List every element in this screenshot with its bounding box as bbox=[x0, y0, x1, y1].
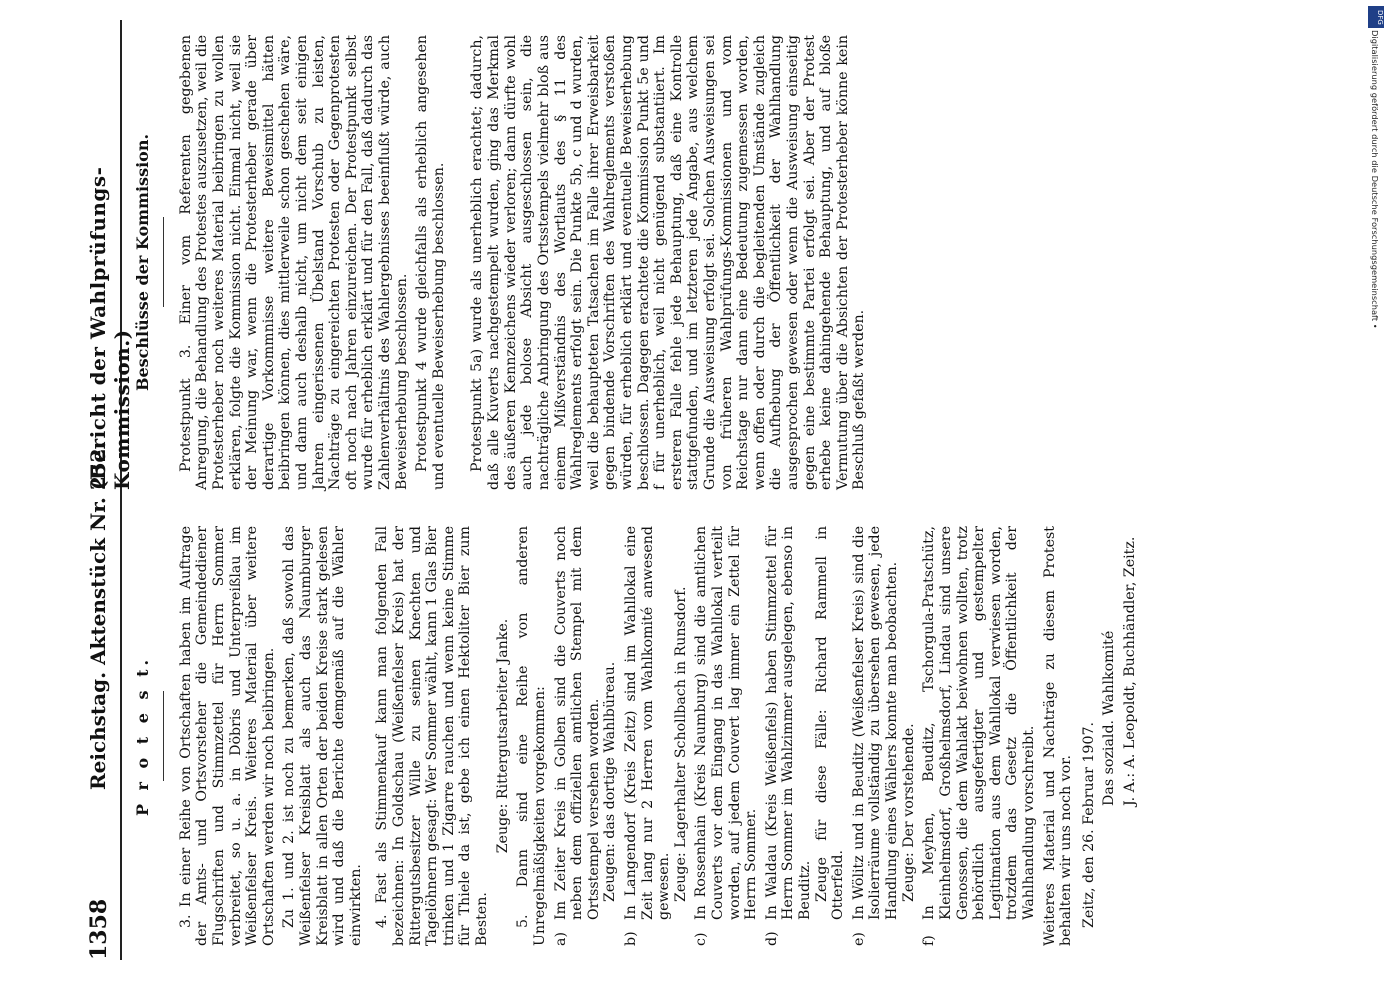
decision-point-3: Protestpunkt 3. Einer vom Referenten gegebenen Anregung, die Behandlung des Protestes auszusetzen, weil die Protesterheber noch weiteres Material beibringen zu wollen erklären, folgte die Kommission nicht. Einmal nicht, weil sie der Meinung war, wenn die Protesterheber gerade über derartige Vorkommnisse weitere Beweismittel hätten beibringen können, dies mittlerweile schon geschehen wäre, und dann auch deshalb nicht, um nicht dem seit einigen Jahren eingerissenen Übelstand Vorschub zu leisten, Nachträge zu eingereichten Protesten oder Gegenprotesten oft noch nach Jahren einzureichen. Der Protestpunkt selbst wurde für erheblich erklärt und für den Fall, daß dadurch das Zahlenverhältnis des Wahlergebnisses beeinflußt würde, auch Beweiserhebung beschlossen. bbox=[177, 35, 410, 490]
protest-point-3-note: Zu 1. und 2. ist noch zu bemerken, daß sowohl das Weißenfelser Kreisblatt als auch das Naumburger Kreisblatt in allen Orten der beiden Kreise stark gelesen wird und daß die Berichte demgemäß auf die Wähler einwirkten. bbox=[281, 526, 364, 946]
document-page bbox=[30, 20, 1370, 960]
item-witness: Zeugen: das dortige Wahlbüreau. bbox=[602, 661, 619, 902]
item-text bbox=[693, 526, 759, 920]
item-label: c) bbox=[693, 932, 710, 946]
item-body: In Langendorf (Kreis Zeitz) sind im Wahllokal eine Zeit lang nur 2 Herren vom Wahlkomité anwesend gewesen. bbox=[622, 526, 673, 920]
item-witness: Zeuge: Lagerhalter Schollbach in Runsdorf. bbox=[672, 586, 689, 902]
item-body: Im Zeiter Kreis in Golben sind die Couverts noch neben dem offiziellen amtlichen Stempel mit dem Ortsstempel versehen worden. bbox=[552, 526, 602, 920]
protest-item bbox=[623, 526, 689, 946]
closing-text: Weiteres Material und Nachträge zu diesem Protest behalten wir uns noch vor. bbox=[1041, 526, 1075, 946]
protest-point-3: 3. In einer Reihe von Ortschaften haben im Auftrage der Amts- und Ortsvorsteher die Gemeindediener Flugschriften und Stimmzettel für Herrn Sommer verbreitet, so u. a. in Döbris und Unterpreißlau im Weißenfelser Kreis. Weiteres Material über weitere Ortschaften werden wir noch beibringen. bbox=[177, 526, 277, 946]
item-text bbox=[764, 526, 847, 920]
item-body: In Wölitz und in Beuditz (Weißenfelser Kreis) sind die Isolierräume vollständig zu übersehen gewesen, jede Handlung eines Wählers konnte man beobachten. bbox=[850, 526, 901, 920]
protest-item bbox=[693, 526, 759, 946]
left-column bbox=[130, 526, 1143, 946]
protest-point-4-witness: Zeuge: Rittergutsarbeiter Janke. bbox=[494, 618, 511, 854]
decision-point-5: Protestpunkt 5a) wurde als unerheblich erachtet; dadurch, daß alle Kuverts nachgestempelt wurden, ging das Merkmal des äußeren Kennzeichens wieder verloren; dann dürfte wohl auch jede bolose Absicht ausgeschlossen sein, die nachträgliche Anbringung des Ortsstempels vielmehr bloß aus einem Mißverständnis des Wortlauts des § 11 des Wahlreglements erfolgt sein. Die Punkte 5b, c und d wurden, weil die behaupteten Tatsachen im Falle ihrer Erweisbarkeit gegen bindende Vorschriften des Wahlreglements verstoßen würden, für erheblich erklärt und eventuelle Beweiserhebung beschlossen. Dagegen erachtete die Kommission Punkt 5e und f für unerheblich, weil nicht genügend substantiiert. Im ersteren Falle fehle jede Behauptung, daß eine Kontrolle stattgefunden, und im letzteren jede Angabe, aus welchem Grunde die Ausweisung erfolgt sei. Solchen Ausweisungen sei von früheren Wahlprüfungs-Kommissionen und vom Reichstage nur dann eine Bedeutung zugemessen worden, wenn offen oder durch die begleitenden Umstände zugleich die Aufhebung der Öffentlichkeit der Wahlhandlung ausgesprochen gewesen oder wenn die Ausweisung einseitig gegen eine bestimmte Partei erfolgt sei. Aber der Protest erhebe keine dahingehende Behauptung, und auf bloße Vermutung über die Absichten der Protesterheber könne kein Beschluß gefaßt werden. bbox=[469, 35, 868, 490]
title-rule bbox=[163, 691, 164, 781]
protest-title: P r o t e s t. bbox=[133, 655, 152, 817]
page-header bbox=[80, 20, 134, 960]
item-text bbox=[851, 526, 917, 920]
protest-point-5: 5. Dann sind eine Reihe von anderen Unregelmäßigkeiten vorgekommen: bbox=[515, 526, 548, 946]
protest-point-4: 4. Fast als Stimmenkauf kann man folgenden Fall bezeichnen: In Goldschau (Weißenfelser Kreis) hat der Rittergutsbesitzer Wille zu seinen Knechten und Tagelöhnern gesagt: Wer Sommer wählt, kann 1 Glas Bier trinken und 1 Zigarre rauchen und wenn keine Stimme für Thiele da ist, gebe ich einen Hektoliter Bier zum Besten. bbox=[374, 526, 491, 946]
header-left-title: Reichstag. Aktenstück Nr. 252. bbox=[86, 441, 110, 790]
item-body: In Waldau (Kreis Weißenfels) haben Stimmzettel für Herrn Sommer im Wahlzimmer ausgelegen, ebenso in Beuditz. bbox=[763, 526, 814, 920]
item-text bbox=[553, 526, 619, 920]
item-label: b) bbox=[622, 931, 639, 946]
decision-point-4: Protestpunkt 4 wurde gleichfalls als erheblich angesehen und eventuelle Beweiserhebung beschlossen. bbox=[414, 35, 447, 490]
protest-item bbox=[851, 526, 917, 946]
committee-name: Das soziald. Wahlkomité bbox=[1101, 630, 1118, 806]
item-label: e) bbox=[850, 932, 867, 946]
item-label: a) bbox=[552, 932, 569, 946]
digitization-note: Digitalisierung gefördert durch die Deutsche Forschungsgemeinschaft • bbox=[1370, 30, 1380, 329]
header-center-title: (Bericht der Wahlprüfungs-Kommission.) bbox=[86, 166, 134, 490]
page-number: 1358 bbox=[86, 898, 112, 960]
item-text bbox=[623, 526, 689, 920]
item-label: d) bbox=[763, 931, 780, 946]
right-column bbox=[130, 35, 872, 490]
item-label: f) bbox=[921, 935, 938, 946]
item-body: In Rossenhain (Kreis Naumburg) sind die amtlichen Couverts vor dem Eingang in das Wahllokal verteilt worden, auf jedem Couvert lag immer ein Zettel für Herrn Sommer. bbox=[693, 526, 760, 920]
dfg-logo-icon: DFG bbox=[1368, 6, 1384, 28]
decisions-title: Beschlüsse der Kommission. bbox=[133, 133, 152, 392]
item-body: In Meyhen, Beuditz, Tschorgula-Pratschütz, Kleinhelmsdorf, Großhelmsdorf, Lindau sind unsere Genossen, die dem Wahlakt beiwohnen wollten, trotz behördlich ausgefertigter und gestempelter Legitimation aus dem Wahllokal verwiesen worden, trotzdem das Gesetz die Öffentlichkeit der Wahlhandlung vorschreibt. bbox=[921, 526, 1037, 920]
protest-item bbox=[764, 526, 847, 946]
item-text bbox=[921, 526, 1037, 920]
date-line: Zeitz, den 26. Februar 1907. bbox=[1080, 721, 1097, 928]
protest-item bbox=[553, 526, 619, 946]
item-witness: Zeuge: Der vorstehende. bbox=[900, 723, 917, 902]
signature: J. A.: A. Leopoldt, Buchhändler, Zeitz. bbox=[1122, 536, 1139, 806]
decisions-rule bbox=[163, 218, 164, 308]
protest-items bbox=[553, 526, 1038, 946]
protest-item bbox=[921, 526, 1037, 946]
item-witness: Zeuge für diese Fälle: Richard Rammell in Otterfeld. bbox=[813, 526, 847, 920]
